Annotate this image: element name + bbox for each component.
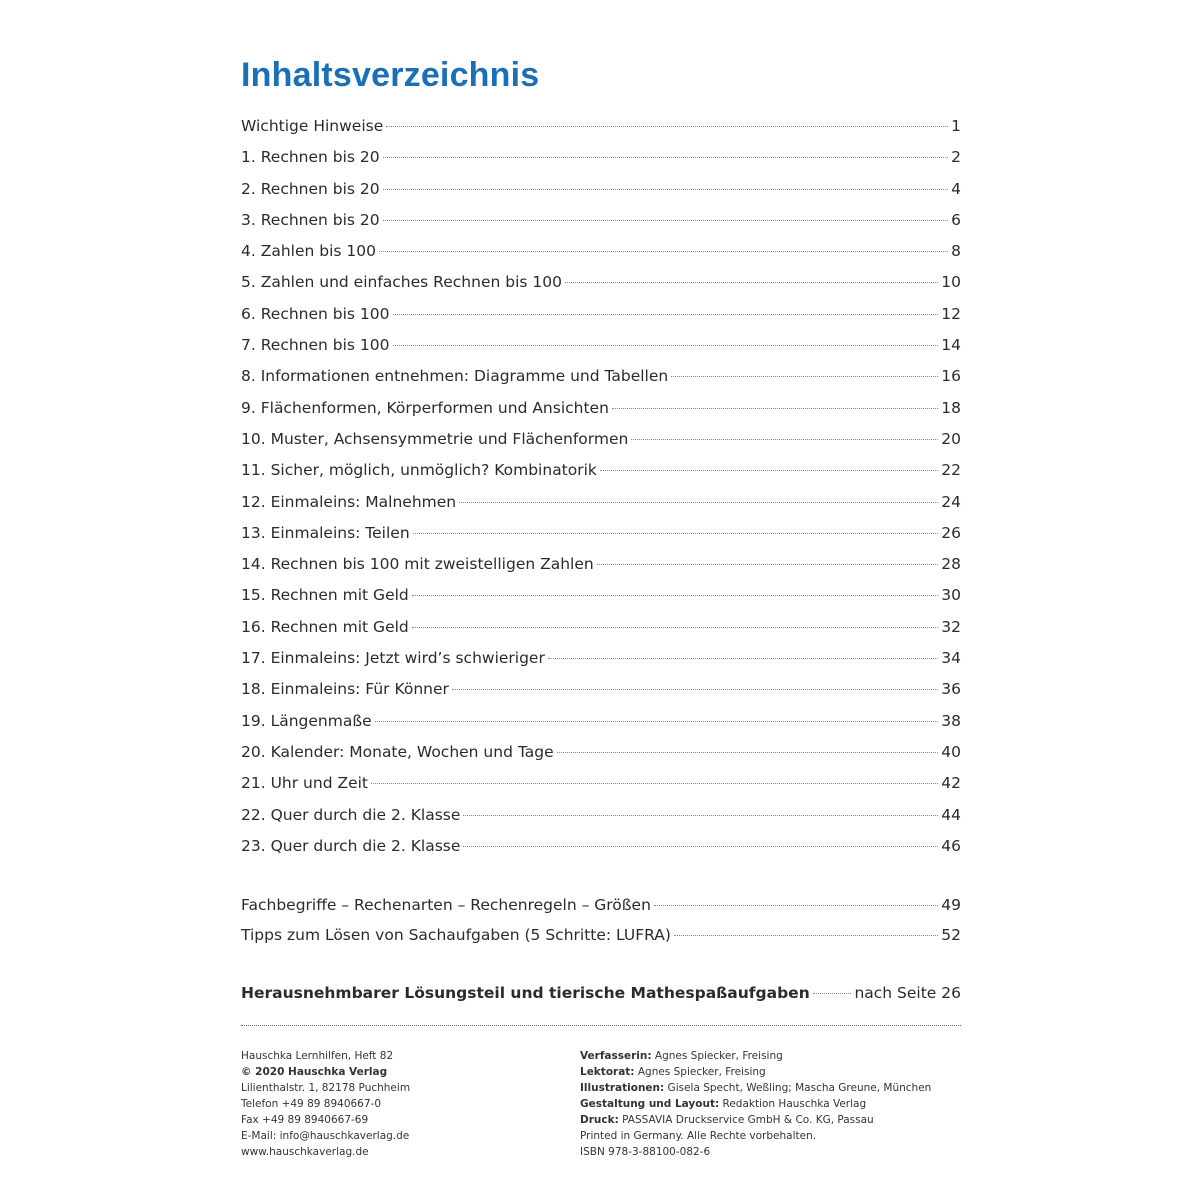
toc-entry (241, 555, 961, 586)
imprint-line (241, 1080, 571, 1096)
toc-leader-dots (671, 376, 938, 377)
imprint-line (241, 1048, 571, 1064)
toc-entry (241, 649, 961, 680)
toc-leader-dots (654, 905, 938, 906)
dotted-divider (241, 1025, 961, 1026)
toc-entry-label: 10. Muster, Achsensymmetrie und Flächenformen (241, 429, 629, 448)
toc-entry-page: 26 (941, 523, 961, 542)
toc-entry-label: 5. Zahlen und einfaches Rechnen bis 100 (241, 273, 562, 292)
imprint-line-heading: Druck: (580, 1114, 619, 1126)
toc-entry (241, 618, 961, 649)
toc-leader-dots (459, 502, 938, 503)
toc-entry (241, 493, 961, 524)
toc-entry-page: 10 (941, 273, 961, 292)
toc-leader-dots (393, 314, 939, 315)
toc-entry-page: 8 (951, 242, 961, 261)
imprint-line-text: www.hauschkaverlag.de (241, 1146, 369, 1158)
imprint-line (241, 1128, 571, 1144)
imprint-line-heading: Gestaltung und Layout: (580, 1098, 720, 1110)
toc-leader-dots (383, 157, 948, 158)
toc-entry-page: 49 (941, 896, 961, 914)
toc-entry (241, 680, 961, 711)
imprint-line (580, 1128, 961, 1144)
toc-leader-dots (612, 408, 938, 409)
imprint-line-text: Hauschka Lernhilfen, Heft 82 (241, 1050, 394, 1062)
toc-entry-page: 2 (951, 148, 961, 167)
toc-entry (241, 305, 961, 336)
toc-entry-page: 16 (941, 367, 961, 386)
toc-entry-page: 44 (941, 805, 961, 824)
toc-entry-label: 17. Einmaleins: Jetzt wird’s schwieriger (241, 649, 545, 668)
toc-entry-label: 11. Sicher, möglich, unmöglich? Kombinatorik (241, 461, 597, 480)
toc-entry-page: 38 (941, 711, 961, 730)
toc-entry (241, 461, 961, 492)
toc-entry-label: 6. Rechnen bis 100 (241, 304, 390, 323)
toc-leader-dots (412, 595, 939, 596)
toc-entry-page: 32 (941, 617, 961, 636)
toc-entry-page: nach Seite 26 (854, 984, 961, 1002)
toc-entry-label: 3. Rechnen bis 20 (241, 210, 380, 229)
toc-entry-label: 12. Einmaleins: Malnehmen (241, 492, 457, 511)
toc-entry (241, 180, 961, 211)
toc-entry (241, 524, 961, 555)
imprint-line-text: PASSAVIA Druckservice GmbH & Co. KG, Passau (618, 1114, 874, 1126)
toc-solutions-entry (241, 984, 961, 1015)
toc-entry-page: 4 (951, 179, 961, 198)
toc-entry (241, 586, 961, 617)
toc-entry-label: 15. Rechnen mit Geld (241, 586, 409, 605)
toc-leader-dots (383, 220, 948, 221)
toc-entry (241, 712, 961, 743)
toc-leader-dots (557, 752, 939, 753)
toc-entry-label: 14. Rechnen bis 100 mit zweistelligen Zahlen (241, 555, 594, 574)
toc-leader-dots (393, 345, 939, 346)
imprint-credits (580, 1048, 961, 1160)
toc-entry-label: 13. Einmaleins: Teilen (241, 523, 410, 542)
imprint-line (241, 1096, 571, 1112)
toc-entry (241, 896, 961, 926)
toc-entry-label: 22. Quer durch die 2. Klasse (241, 805, 461, 824)
toc-entry-label: 20. Kalender: Monate, Wochen und Tage (241, 742, 554, 761)
toc-leader-dots (412, 627, 939, 628)
toc-entry-label: 4. Zahlen bis 100 (241, 242, 376, 261)
toc-entry-page: 36 (941, 680, 961, 699)
toc-entry-label: 1. Rechnen bis 20 (241, 148, 380, 167)
imprint-line-text: Lilienthalstr. 1, 82178 Puchheim (241, 1082, 411, 1094)
toc-entry-page: 40 (941, 742, 961, 761)
toc-leader-dots (674, 935, 938, 936)
toc-entry-page: 22 (941, 461, 961, 480)
imprint-line-text: Fax +49 89 8940667-69 (241, 1114, 369, 1126)
toc-entry-page: 46 (941, 836, 961, 855)
imprint-line (241, 1112, 571, 1128)
toc-leader-dots (463, 846, 938, 847)
toc-entry-page: 1 (951, 117, 961, 135)
toc-entry-label: 8. Informationen entnehmen: Diagramme und Tabellen (241, 367, 669, 386)
imprint-line-text: Agnes Spiecker, Freising (651, 1050, 783, 1062)
imprint-line (241, 1144, 571, 1160)
imprint-line-text: Printed in Germany. Alle Rechte vorbehalten. (580, 1130, 817, 1142)
toc-leader-dots (548, 658, 938, 659)
toc-entry-page: 28 (941, 555, 961, 574)
toc-entry (241, 367, 961, 398)
imprint-line (580, 1064, 961, 1080)
toc-entry (241, 926, 961, 956)
imprint-line (580, 1144, 961, 1160)
toc-entry-page: 18 (941, 398, 961, 417)
toc-entry-label: Tipps zum Lösen von Sachaufgaben (5 Schritte: LUFRA) (241, 925, 671, 944)
imprint-line-text: Redaktion Hauschka Verlag (719, 1098, 867, 1110)
imprint-line-text: E-Mail: info@hauschkaverlag.de (241, 1130, 410, 1142)
imprint-line-heading: Lektorat: (580, 1066, 635, 1078)
toc-entry (241, 430, 961, 461)
toc-leader-dots (379, 251, 948, 252)
toc-entry (241, 774, 961, 805)
imprint-line (580, 1080, 961, 1096)
toc-entry-page: 24 (941, 492, 961, 511)
toc-entry-label: 9. Flächenformen, Körperformen und Ansichten (241, 398, 609, 417)
toc-appendix-list (241, 896, 961, 955)
toc-leader-dots (600, 470, 938, 471)
imprint-line-heading: © 2020 Hauschka Verlag (241, 1066, 388, 1078)
toc-entry-page: 12 (941, 304, 961, 323)
toc-leader-dots (463, 815, 938, 816)
toc-leader-dots (383, 189, 948, 190)
toc-entry-label: 23. Quer durch die 2. Klasse (241, 836, 461, 855)
toc-entry-label: Fachbegriffe – Rechenarten – Rechenregeln – Größen (241, 896, 651, 914)
toc-leader-dots (565, 282, 938, 283)
toc-leader-dots (413, 533, 939, 534)
toc-entry-page: 20 (941, 429, 961, 448)
imprint-line-text: Gisela Specht, Weßling; Mascha Greune, München (664, 1082, 932, 1094)
toc-entry-label: Herausnehmbarer Lösungsteil und tierische Mathespaßaufgaben (241, 984, 810, 1002)
imprint-line-text: ISBN 978-3-88100-082-6 (580, 1146, 711, 1158)
page-title: Inhaltsverzeichnis (241, 56, 540, 94)
toc-entry-label: 18. Einmaleins: Für Könner (241, 680, 449, 699)
toc-entry (241, 336, 961, 367)
imprint-line (580, 1096, 961, 1112)
toc-leader-dots (597, 564, 939, 565)
imprint-line (241, 1064, 571, 1080)
toc-entry (241, 242, 961, 273)
toc-entry (241, 148, 961, 179)
toc-entry-page: 30 (941, 586, 961, 605)
toc-leader-dots (371, 783, 938, 784)
toc-entry (241, 211, 961, 242)
toc-leader-dots (375, 721, 939, 722)
toc-entry-page: 6 (951, 210, 961, 229)
toc-entry-page: 42 (941, 774, 961, 793)
toc-entry (241, 273, 961, 304)
toc-entry-label: Wichtige Hinweise (241, 117, 384, 135)
imprint-line-text: Telefon +49 89 8940667-0 (241, 1098, 382, 1110)
imprint-line-heading: Verfasserin: (580, 1050, 652, 1062)
toc-entry-label: 21. Uhr und Zeit (241, 774, 368, 793)
toc-leader-dots (452, 689, 938, 690)
toc-entry (241, 399, 961, 430)
imprint-line (580, 1048, 961, 1064)
toc-leader-dots (813, 993, 852, 994)
imprint-line-text: Agnes Spiecker, Freising (634, 1066, 766, 1078)
toc-entry-label: 16. Rechnen mit Geld (241, 617, 409, 636)
toc-entry-page: 52 (941, 925, 961, 944)
toc-entry (241, 117, 961, 148)
toc-entry (241, 837, 961, 868)
toc-main-list (241, 117, 961, 868)
imprint-line-heading: Illustrationen: (580, 1082, 665, 1094)
toc-leader-dots (386, 126, 948, 127)
toc-entry (241, 806, 961, 837)
imprint-line (580, 1112, 961, 1128)
toc-leader-dots (631, 439, 938, 440)
toc-entry-page: 34 (941, 649, 961, 668)
toc-entry-label: 2. Rechnen bis 20 (241, 179, 380, 198)
toc-entry (241, 743, 961, 774)
imprint-publisher (241, 1048, 571, 1160)
toc-entry-label: 7. Rechnen bis 100 (241, 336, 390, 355)
toc-entry-label: 19. Längenmaße (241, 711, 372, 730)
toc-entry-page: 14 (941, 336, 961, 355)
